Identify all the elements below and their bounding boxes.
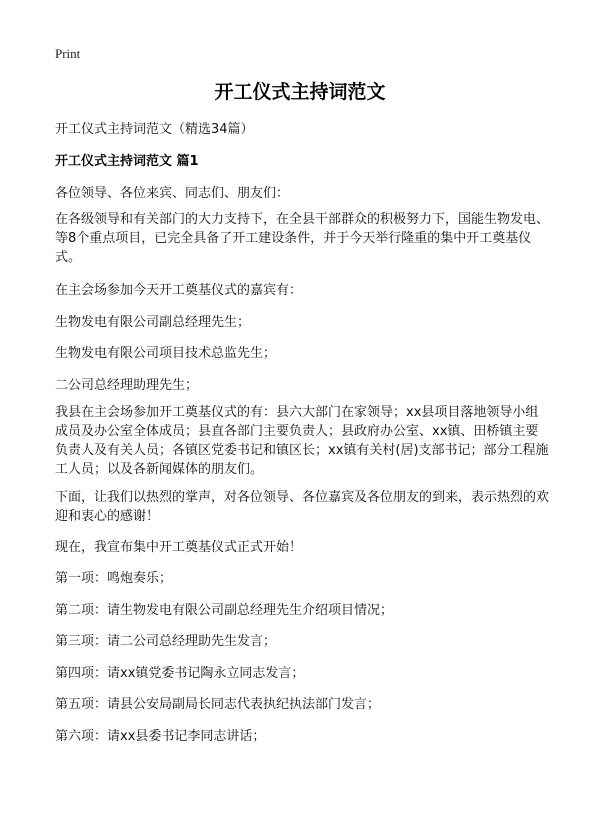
print-link[interactable]: Print: [55, 46, 81, 61]
agenda-item-6: 第六项：请xx县委书记李同志讲话；: [55, 729, 266, 744]
section-heading: 开工仪式主持词范文 篇1: [55, 154, 199, 169]
paragraph-attendees: 我县在主会场参加开工奠基仪式的有：县六大部门在家领导；xx县项目落地领导小组成员及办公室全体成员；县直各部门主要负责人；县政府办公室、xx镇、田桥镇主要负责人及有关人员；各镇区党委书记和镇区长；xx镇有关村(居)支部书记；部分工程施工人员；以及各新闻媒体的朋友们。: [55, 405, 549, 477]
paragraph-greeting: 各位领导、各位来宾、同志们、朋友们：: [55, 186, 290, 201]
agenda-item-1: 第一项：鸣炮奏乐；: [55, 571, 173, 586]
paragraph-guest-3: 二公司总经理助理先生；: [55, 378, 199, 393]
document-title: 开工仪式主持词范文: [214, 81, 386, 103]
paragraph-guests-heading: 在主会场参加今天开工奠基仪式的嘉宾有：: [55, 283, 303, 298]
agenda-item-3: 第三项：请二公司总经理助先生发言；: [55, 634, 277, 649]
paragraph-welcome: 下面，让我们以热烈的掌声，对各位领导、各位嘉宾及各位朋友的到来，表示热烈的欢迎和衷心的感谢！: [55, 490, 550, 524]
agenda-item-2: 第二项：请生物发电有限公司副总经理先生介绍项目情况；: [55, 603, 394, 618]
paragraph-guest-2: 生物发电有限公司项目技术总监先生；: [55, 346, 277, 361]
agenda-item-4: 第四项：请xx镇党委书记陶永立同志发言；: [55, 666, 305, 681]
paragraph-announcement: 现在，我宣布集中开工奠基仪式正式开始！: [55, 540, 303, 555]
agenda-item-5: 第五项：请县公安局副局长同志代表执纪执法部门发言；: [55, 697, 381, 712]
document-subtitle: 开工仪式主持词范文（精选34篇）: [55, 122, 254, 137]
paragraph-guest-1: 生物发电有限公司副总经理先生；: [55, 315, 251, 330]
paragraph-intro: 在各级领导和有关部门的大力支持下，在全县干部群众的积极努力下，国能生物发电、等8个重点项目，已完全具备了开工建设条件，并于今天举行隆重的集中开工奠基仪式。: [55, 212, 550, 265]
